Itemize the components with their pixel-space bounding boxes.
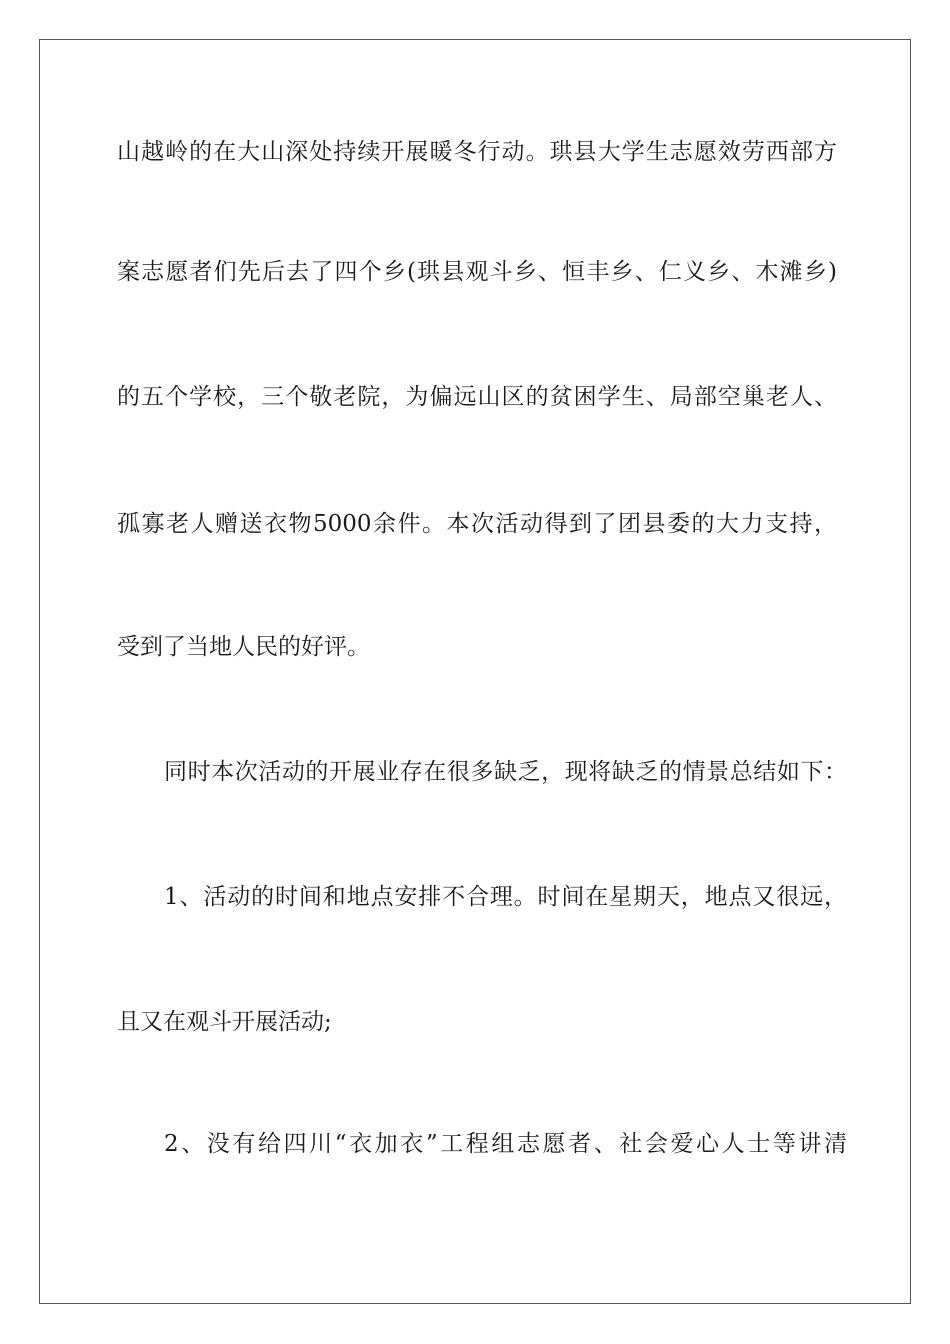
text-line-2: 案志愿者们先后去了四个乡(珙县观斗乡、恒丰乡、仁义乡、木滩乡) [117,259,837,285]
text-line-6: 同时本次活动的开展业存在很多缺乏，现将缺乏的情景总结如下： [164,759,847,785]
text-line-5: 受到了当地人民的好评。 [117,634,370,660]
text-line-4: 孤寡老人赠送衣物5000余件。本次活动得到了团县委的大力支持， [117,511,837,537]
text-line-7: 1、活动的时间和地点安排不合理。时间在星期天，地点又很远， [164,884,847,910]
text-line-1: 山越岭的在大山深处持续开展暖冬行动。珙县大学生志愿效劳西部方 [117,139,837,165]
text-line-9: 2、没有给四川“衣加衣”工程组志愿者、社会爱心人士等讲清 [164,1131,847,1157]
text-line-8: 且又在观斗开展活动; [117,1009,332,1035]
text-line-3: 的五个学校，三个敬老院，为偏远山区的贫困学生、局部空巢老人、 [117,384,837,410]
page-frame [39,39,911,1304]
